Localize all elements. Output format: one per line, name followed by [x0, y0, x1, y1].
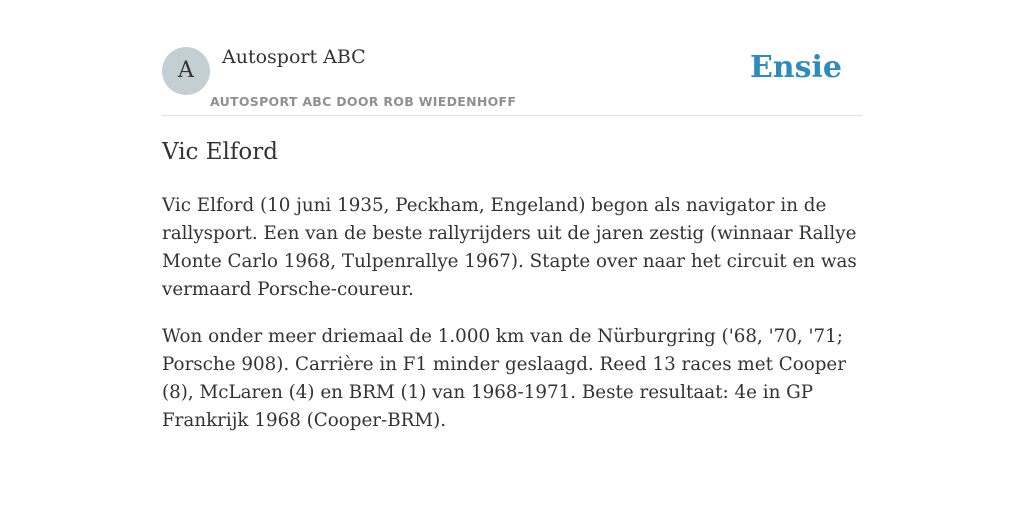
author-avatar[interactable]: A: [162, 47, 210, 95]
author-subtitle: AUTOSPORT ABC DOOR ROB WIEDENHOFF: [210, 94, 517, 109]
author-name[interactable]: Autosport ABC: [222, 46, 366, 68]
ensie-logo-link[interactable]: Ensie: [749, 50, 842, 85]
entry-paragraph: Vic Elford (10 juni 1935, Peckham, Engeland) begon als navigator in de rallysport. Een van de beste rallyrijders uit de jaren zestig (winnaar Rallye Monte Carlo 1968, Tulpenrallye 1967). Stapte over naar het circuit en was vermaard Porsche-coureur.: [162, 195, 857, 300]
entry-header: [162, 0, 862, 116]
entry-title: Vic Elford: [162, 139, 278, 165]
entry-container: [162, 0, 862, 431]
entry-paragraph: Won onder meer driemaal de 1.000 km van de Nürburgring ('68, '70, '71; Porsche 908). Carrière in F1 minder geslaagd. Reed 13 races met Cooper (8), McLaren (4) en BRM (1) van 1968-1971. Beste resultaat: 4e in GP Frankrijk 1968 (Cooper-BRM).: [162, 326, 846, 431]
